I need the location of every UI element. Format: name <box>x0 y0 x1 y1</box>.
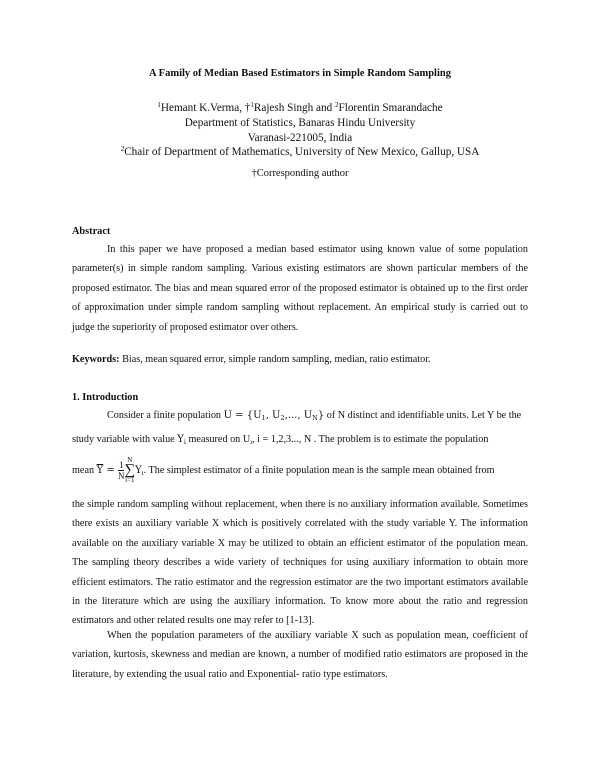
intro-line1-text-b: of N distinct and identifiable units. Let Y be the <box>324 410 522 421</box>
keywords-label: Keywords: <box>72 354 120 365</box>
population-set <box>224 410 325 421</box>
keywords <box>72 354 431 365</box>
pop-subN: N <box>312 414 318 422</box>
sum-top: N <box>127 456 133 464</box>
paper-title: A Family of Median Based Estimators in Simple Random Sampling <box>149 68 451 79</box>
ui-sub: i <box>250 439 252 446</box>
frac-num: 1 <box>118 460 124 470</box>
intro-paragraph-1: the simple random sampling without replacement, when there is no auxiliary information available. Sometimes there exists an auxiliary variable X which is positively correlated with the study variable Y. The information available on the auxiliary variable X may be utilized to obtain an efficient estimator of the population mean. The sampling theory describes a wide variety of techniques for using auxiliary information to obtain more efficient estimators. The ratio estimator and the regression estimator are the two important estimators available in the literature which are using the auxiliary information. To know more about the ratio and regression estimators and other related results one may refer to [1-13]. <box>72 499 528 627</box>
author-line <box>0 102 600 114</box>
yi-sub: i <box>183 438 186 446</box>
yi-symbol <box>177 434 186 445</box>
author3-sup: 2 <box>335 101 339 109</box>
pop-sub2: 2 <box>280 414 285 422</box>
ybar-symbol: $\overline{Y}$ <box>96 464 104 476</box>
author3: Florentin Smarandache <box>338 102 443 114</box>
yi-letter: Y <box>177 434 184 445</box>
summation <box>124 457 135 484</box>
intro-line3-text-b: . The simplest estimator of a finite population mean is the sample mean obtained from <box>143 464 495 476</box>
frac-den: N <box>117 471 125 481</box>
pop-math-open: U = {U <box>223 410 262 421</box>
intro-line3 <box>72 457 528 484</box>
intro-line2 <box>72 434 528 446</box>
sum-sigma: ∑ <box>124 462 136 478</box>
yi2-sub: i <box>141 469 144 477</box>
sum-bottom: i=1 <box>125 476 135 484</box>
equals-sign: = <box>103 464 118 476</box>
author1-sup: 1 <box>157 101 161 109</box>
abstract-heading: Abstract <box>72 226 111 237</box>
intro-line2-text-a: study variable with value <box>72 434 178 445</box>
affiliation2-sup: 2 <box>120 145 125 153</box>
intro-line1-text-a: Consider a finite population <box>107 410 224 421</box>
intro-line2-text-b: measured on U <box>185 434 251 445</box>
author2-sup: 1 <box>250 101 254 109</box>
introduction-heading: 1. Introduction <box>72 392 139 403</box>
corresponding-author: †Corresponding author <box>251 168 349 179</box>
affiliation2 <box>0 146 600 158</box>
intro-line2-text-c: , i = 1,2,3..., N . The problem is to estimate the population <box>252 434 489 445</box>
intro-paragraph-2: When the population parameters of the auxiliary variable X such as population mean, coefficient of variation, kurtosis, skewness and median are known, a number of modified ratio estimators are proposed in the literature, by extending the usual ratio and Exponential- ratio type estimators. <box>72 630 528 680</box>
yi2-letter: Y <box>135 464 142 476</box>
pop-end: } <box>317 410 325 421</box>
affiliation1-city: Varanasi-221005, India <box>247 132 353 144</box>
intro-line3-text-a: mean <box>72 464 97 476</box>
author2: Rajesh Singh and <box>253 102 335 114</box>
keywords-text: Bias, mean squared error, simple random sampling, median, ratio estimator. <box>119 354 431 365</box>
affiliation2-text: Chair of Department of Mathematics, University of New Mexico, Gallup, USA <box>124 146 480 158</box>
pop-mid: , U <box>265 410 281 421</box>
pop-sub1: 1 <box>261 414 266 422</box>
intro-line1 <box>107 410 563 422</box>
affiliation1-dept: Department of Statistics, Banaras Hindu University <box>184 117 416 129</box>
abstract-body: In this paper we have proposed a median based estimator using known value of some population parameter(s) in simple random sampling. Various existing estimators are shown particular members of the proposed estimator. The bias and mean squared error of the proposed estimator is obtained up to the first order of approximation under simple random sampling without replacement. An empirical study is carried out to judge the superiority of proposed estimator over others. <box>72 244 528 333</box>
pop-mid2: ,..., U <box>284 410 313 421</box>
author1: Hemant K.Verma, † <box>160 102 251 114</box>
